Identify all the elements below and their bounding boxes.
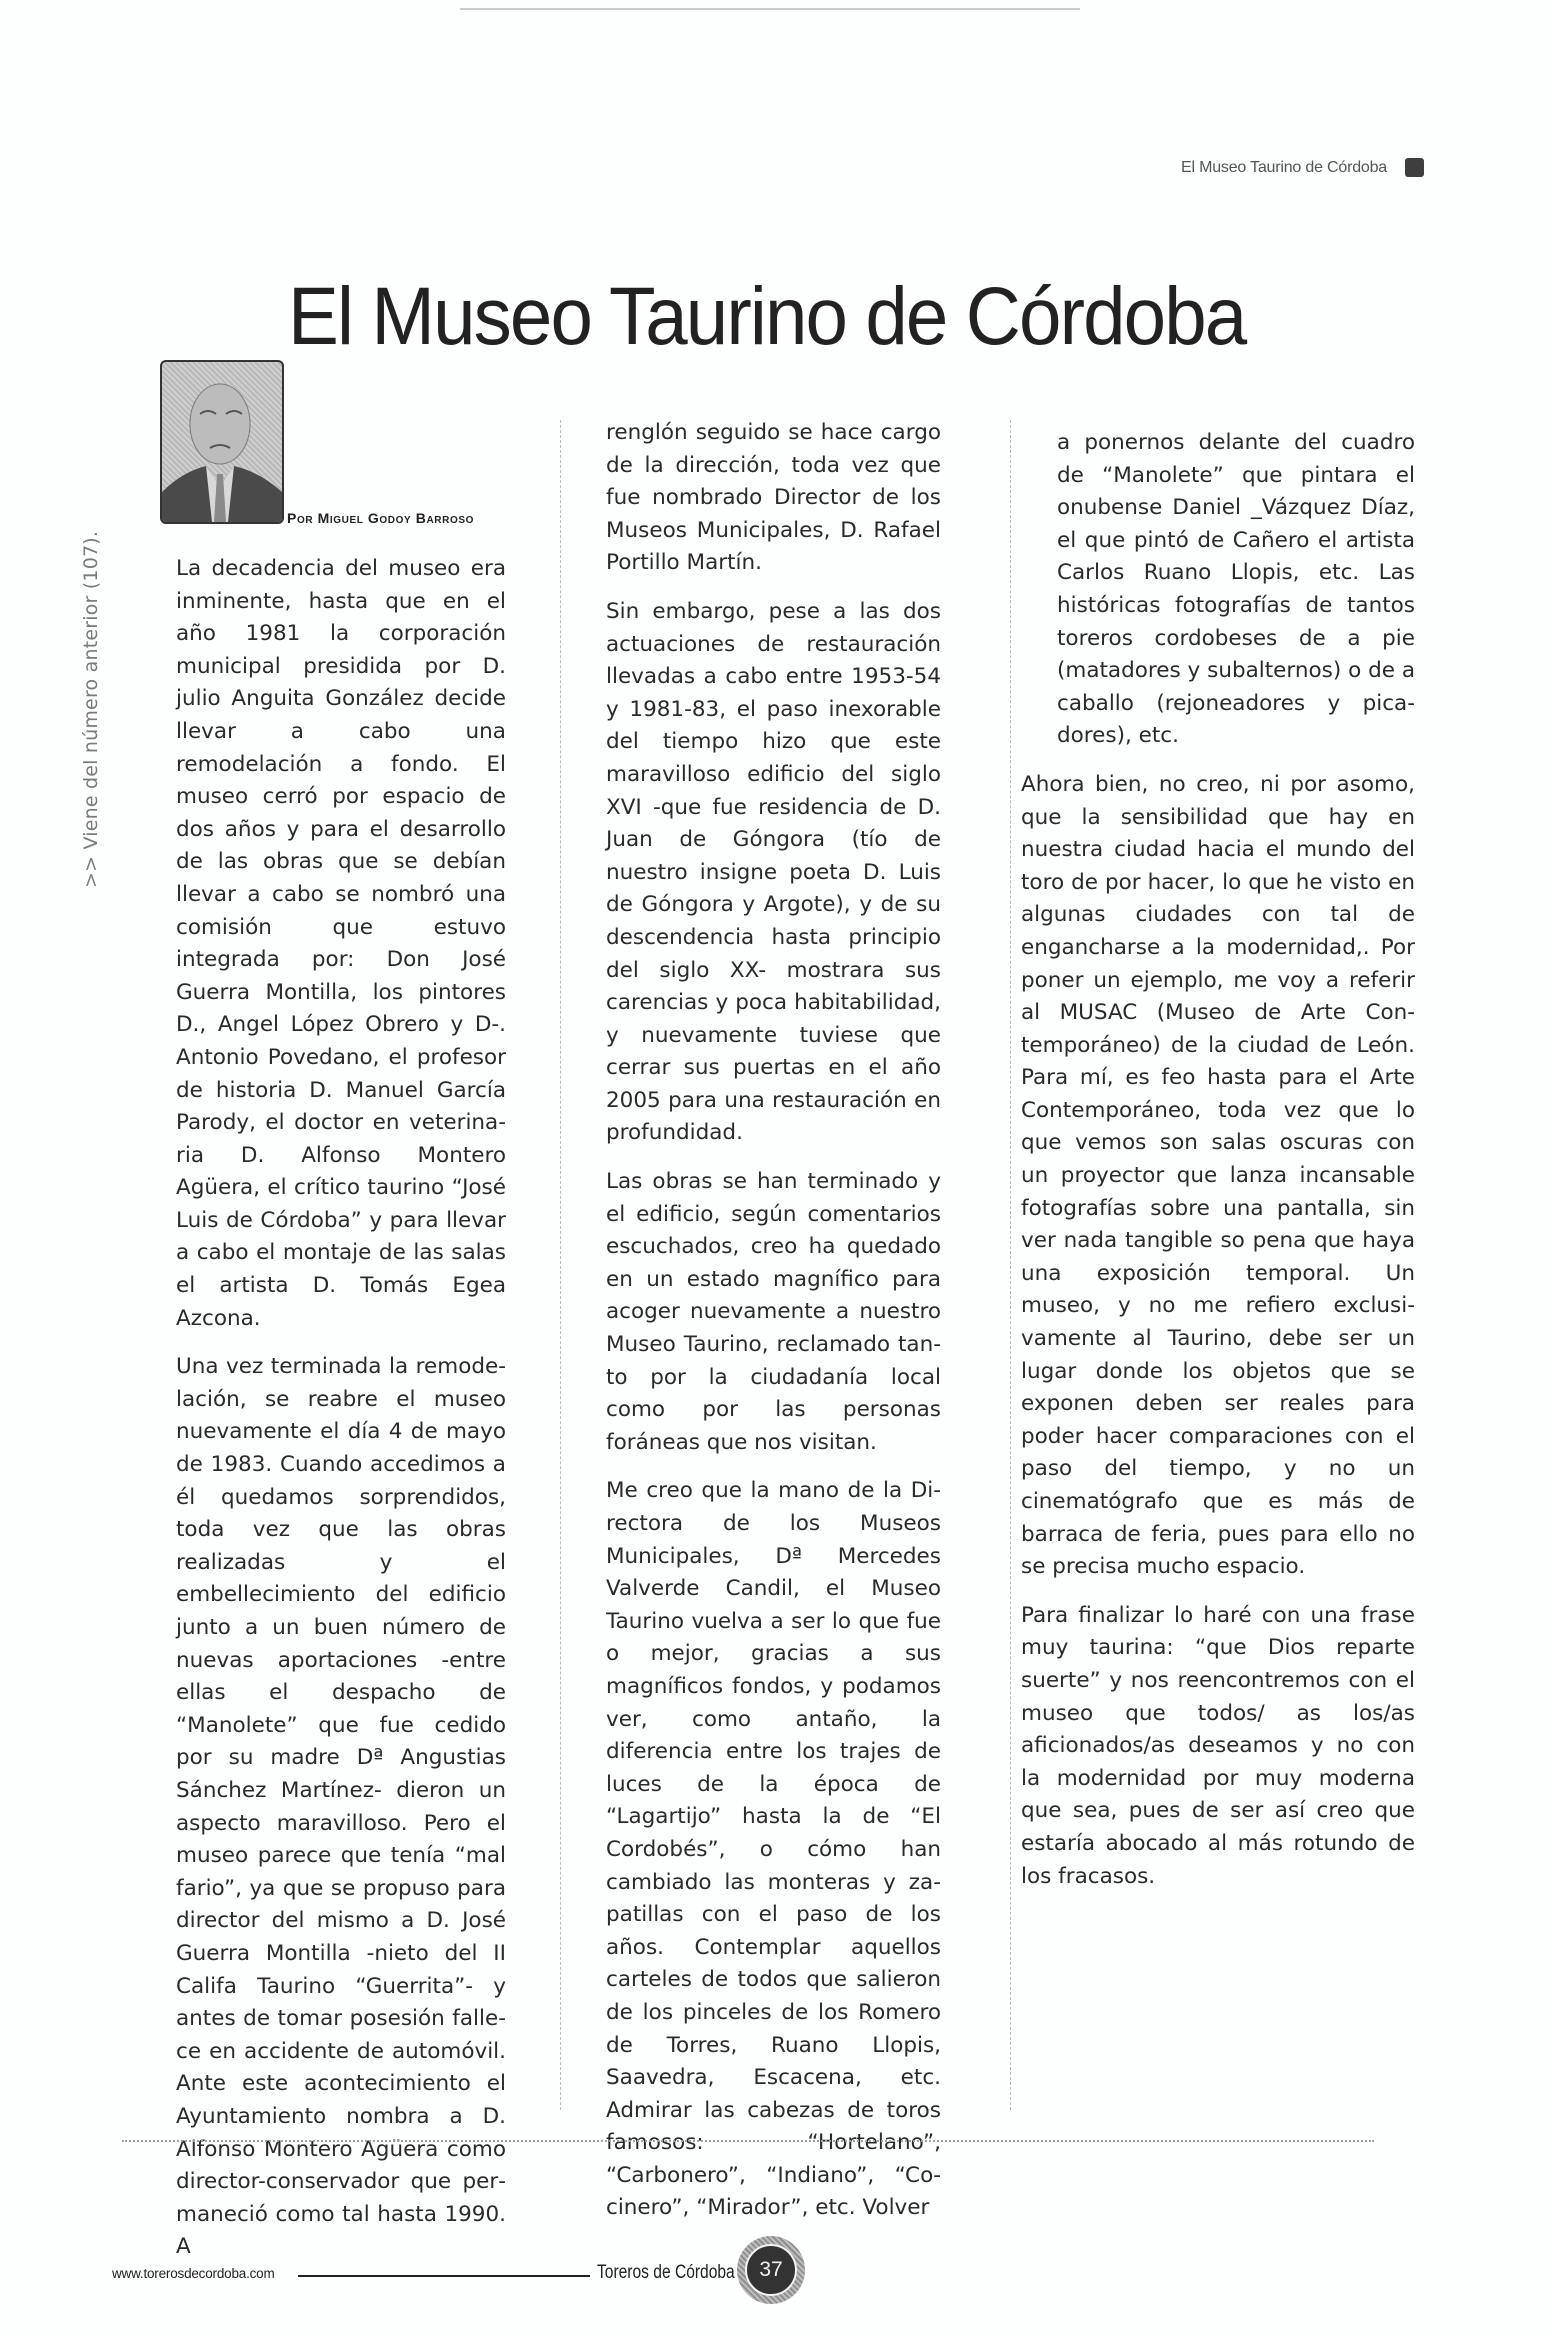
footer-rule [298, 2275, 590, 2277]
paragraph: Una vez terminada la remodelación, se reabre el museo nuevamente el día 4 de mayo de 1983. Cuando accedimos a él quedamos sorprendidos, toda vez que las obras realizadas y el embellecimiento del edificio junto a un buen número de nuevas aportaciones -entre ellas el despacho de “Manolete” que fue cedido por su madre Dª Angustias Sánchez Martínez- dieron un aspecto maravilloso. Pero el museo parece que tenía “mal fario”, ya que se propuso para director del mismo a D. José Guerra Montilla -nieto del II Califa Taurino “Guerrita”- y antes de tomar posesión fallece en accidente de automóvil. Ante este acontecimiento el Ayuntamiento nombra a D. Alfonso Montero Agüera como director-conservador que permaneció como tal hasta 1990. A [176, 1354, 506, 2260]
article-title: El Museo Taurino de Córdoba [288, 271, 1246, 362]
author-portrait-icon [162, 362, 282, 522]
bottom-rule [122, 2140, 1374, 2142]
column-2 [606, 417, 941, 2241]
footer-url[interactable]: www.torerosdecordoba.com [112, 2266, 275, 2281]
paragraph: Para finalizar lo haré con una frase muy taurina: “que Dios reparte suerte” y nos reencontremos con el museo que todos/ as los/as aficionados/as deseamos y no con la modernidad por muy moderna que sea, pues de ser así creo que estaría abocado al más rotundo de los fracasos. [1021, 1602, 1415, 1889]
column-divider [560, 420, 561, 2110]
page-number-circle [745, 2244, 797, 2296]
page-number: 37 [759, 2258, 783, 2281]
column-1 [176, 553, 506, 2280]
paragraph: a ponernos delante del cuadro de “Manolete” que pintara el onubense Daniel _Vázquez Díaz, el que pintó de Cañero el artista Carlos Ruano Llopis, etc. Las históricas fotografías de tantos toreros cordobeses de a pie (matadores y subalternos) o de a caballo (rejoneadores y picadores), etc. [1057, 430, 1415, 749]
column-divider [1010, 420, 1011, 2110]
top-rule [460, 8, 1080, 10]
paragraph: renglón seguido se hace cargo de la dirección, toda vez que fue nombrado Director de los Museos Municipales, D. Rafael Portillo Martín. [606, 420, 941, 576]
paragraph: La decadencia del museo era inminente, hasta que en el año 1981 la corporación municipal presidida por D. julio Anguita González decide llevar a cabo una remodelación a fondo. El museo cerró por espacio de dos años y para el desarrollo de las obras que se debían llevar a cabo se nombró una comisión que estuvo integrada por: Don José Guerra Montilla, los pintores D., Angel López Obrero y D-. Antonio Povedano, el profesor de historia D. Manuel García Parody, el doctor en veterinaria D. Alfonso Montero Agüera, el crítico taurino “José Luis de Córdoba” y para llevar a cabo el montaje de las salas el artista D. Tomás Egea Azcona. [176, 556, 506, 1331]
page-number-badge [737, 2236, 805, 2304]
paragraph: Las obras se han terminado y el edificio, según comentarios escuchados, creo ha quedado en un estado magnífico para acoger nuevamente a nuestro Museo Taurino, reclamado tanto por la ciudadanía local como por las personas foráneas que nos visitan. [606, 1169, 941, 1455]
continued-note: >> Viene del número anterior (107). [80, 530, 102, 888]
paragraph: Me creo que la mano de la Directora de los Museos Municipales, Dª Mercedes Valverde Candil, el Museo Taurino vuelva a ser lo que fue o mejor, gracias a sus magníficos fondos, y podamos ver, como antaño, la diferencia entre los trajes de luces de la época de “Lagartijo” hasta la de “El Cordobés”, o cómo han cambiado las monteras y zapatillas con el paso de los años. Contemplar aquellos carteles de todos que salieron de los pinceles de los Romero de Torres, Ruano Llopis, Saavedra, Escacena, etc. Admirar las cabezas de toros famosos: “Hortelano”, “Carbonero”, “Indiano”, “Cocinero”, “Mirador”, etc. Volver [606, 1478, 941, 2221]
column-3 [1021, 427, 1415, 1909]
running-head-text: El Museo Taurino de Córdoba [1181, 158, 1387, 176]
magazine-name: Toreros de Córdoba [597, 2262, 735, 2283]
byline: Por Miguel Godoy Barroso [287, 510, 474, 526]
paragraph: Ahora bien, no creo, ni por asomo, que la sensibilidad que hay en nuestra ciudad hacia el mundo del toro de por hacer, lo que he visto en algunas ciudades con tal de engancharse a la modernidad,. Por poner un ejemplo, me voy a referir al MUSAC (Museo de Arte Contemporáneo) de la ciudad de León. Para mí, es feo hasta para el Arte Contemporáneo, toda vez que lo que vemos son salas oscuras con un proyector que lanza incansable fotografías sobre una pantalla, sin ver nada tangible so pena que haya una exposición temporal. Un museo, y no me refiero exclusivamente al Taurino, debe ser un lugar donde los objetos que se exponen deben ser reales para poder hacer comparaciones con el paso del tiempo, y no un cinematógrafo que es más de barraca de feria, pues para ello no se precisa mucho espacio. [1021, 771, 1415, 1580]
section-square-icon [1405, 158, 1424, 177]
author-photo [160, 360, 284, 524]
running-head [1181, 158, 1424, 177]
paragraph: Sin embargo, pese a las dos actuaciones de restauración llevadas a cabo entre 1953-54 y 1981-83, el paso inexorable del tiempo hizo que este maravilloso edificio del siglo XVI -que fue residencia de D. Juan de Góngora (tío de nuestro insigne poeta D. Luis de Góngora y Argote), y de su descendencia hasta principio del siglo XX- mostrara sus carencias y poca habitabilidad, y nuevamente tuviese que cerrar sus puertas en el año 2005 para una restauración en profundidad. [606, 598, 941, 1146]
